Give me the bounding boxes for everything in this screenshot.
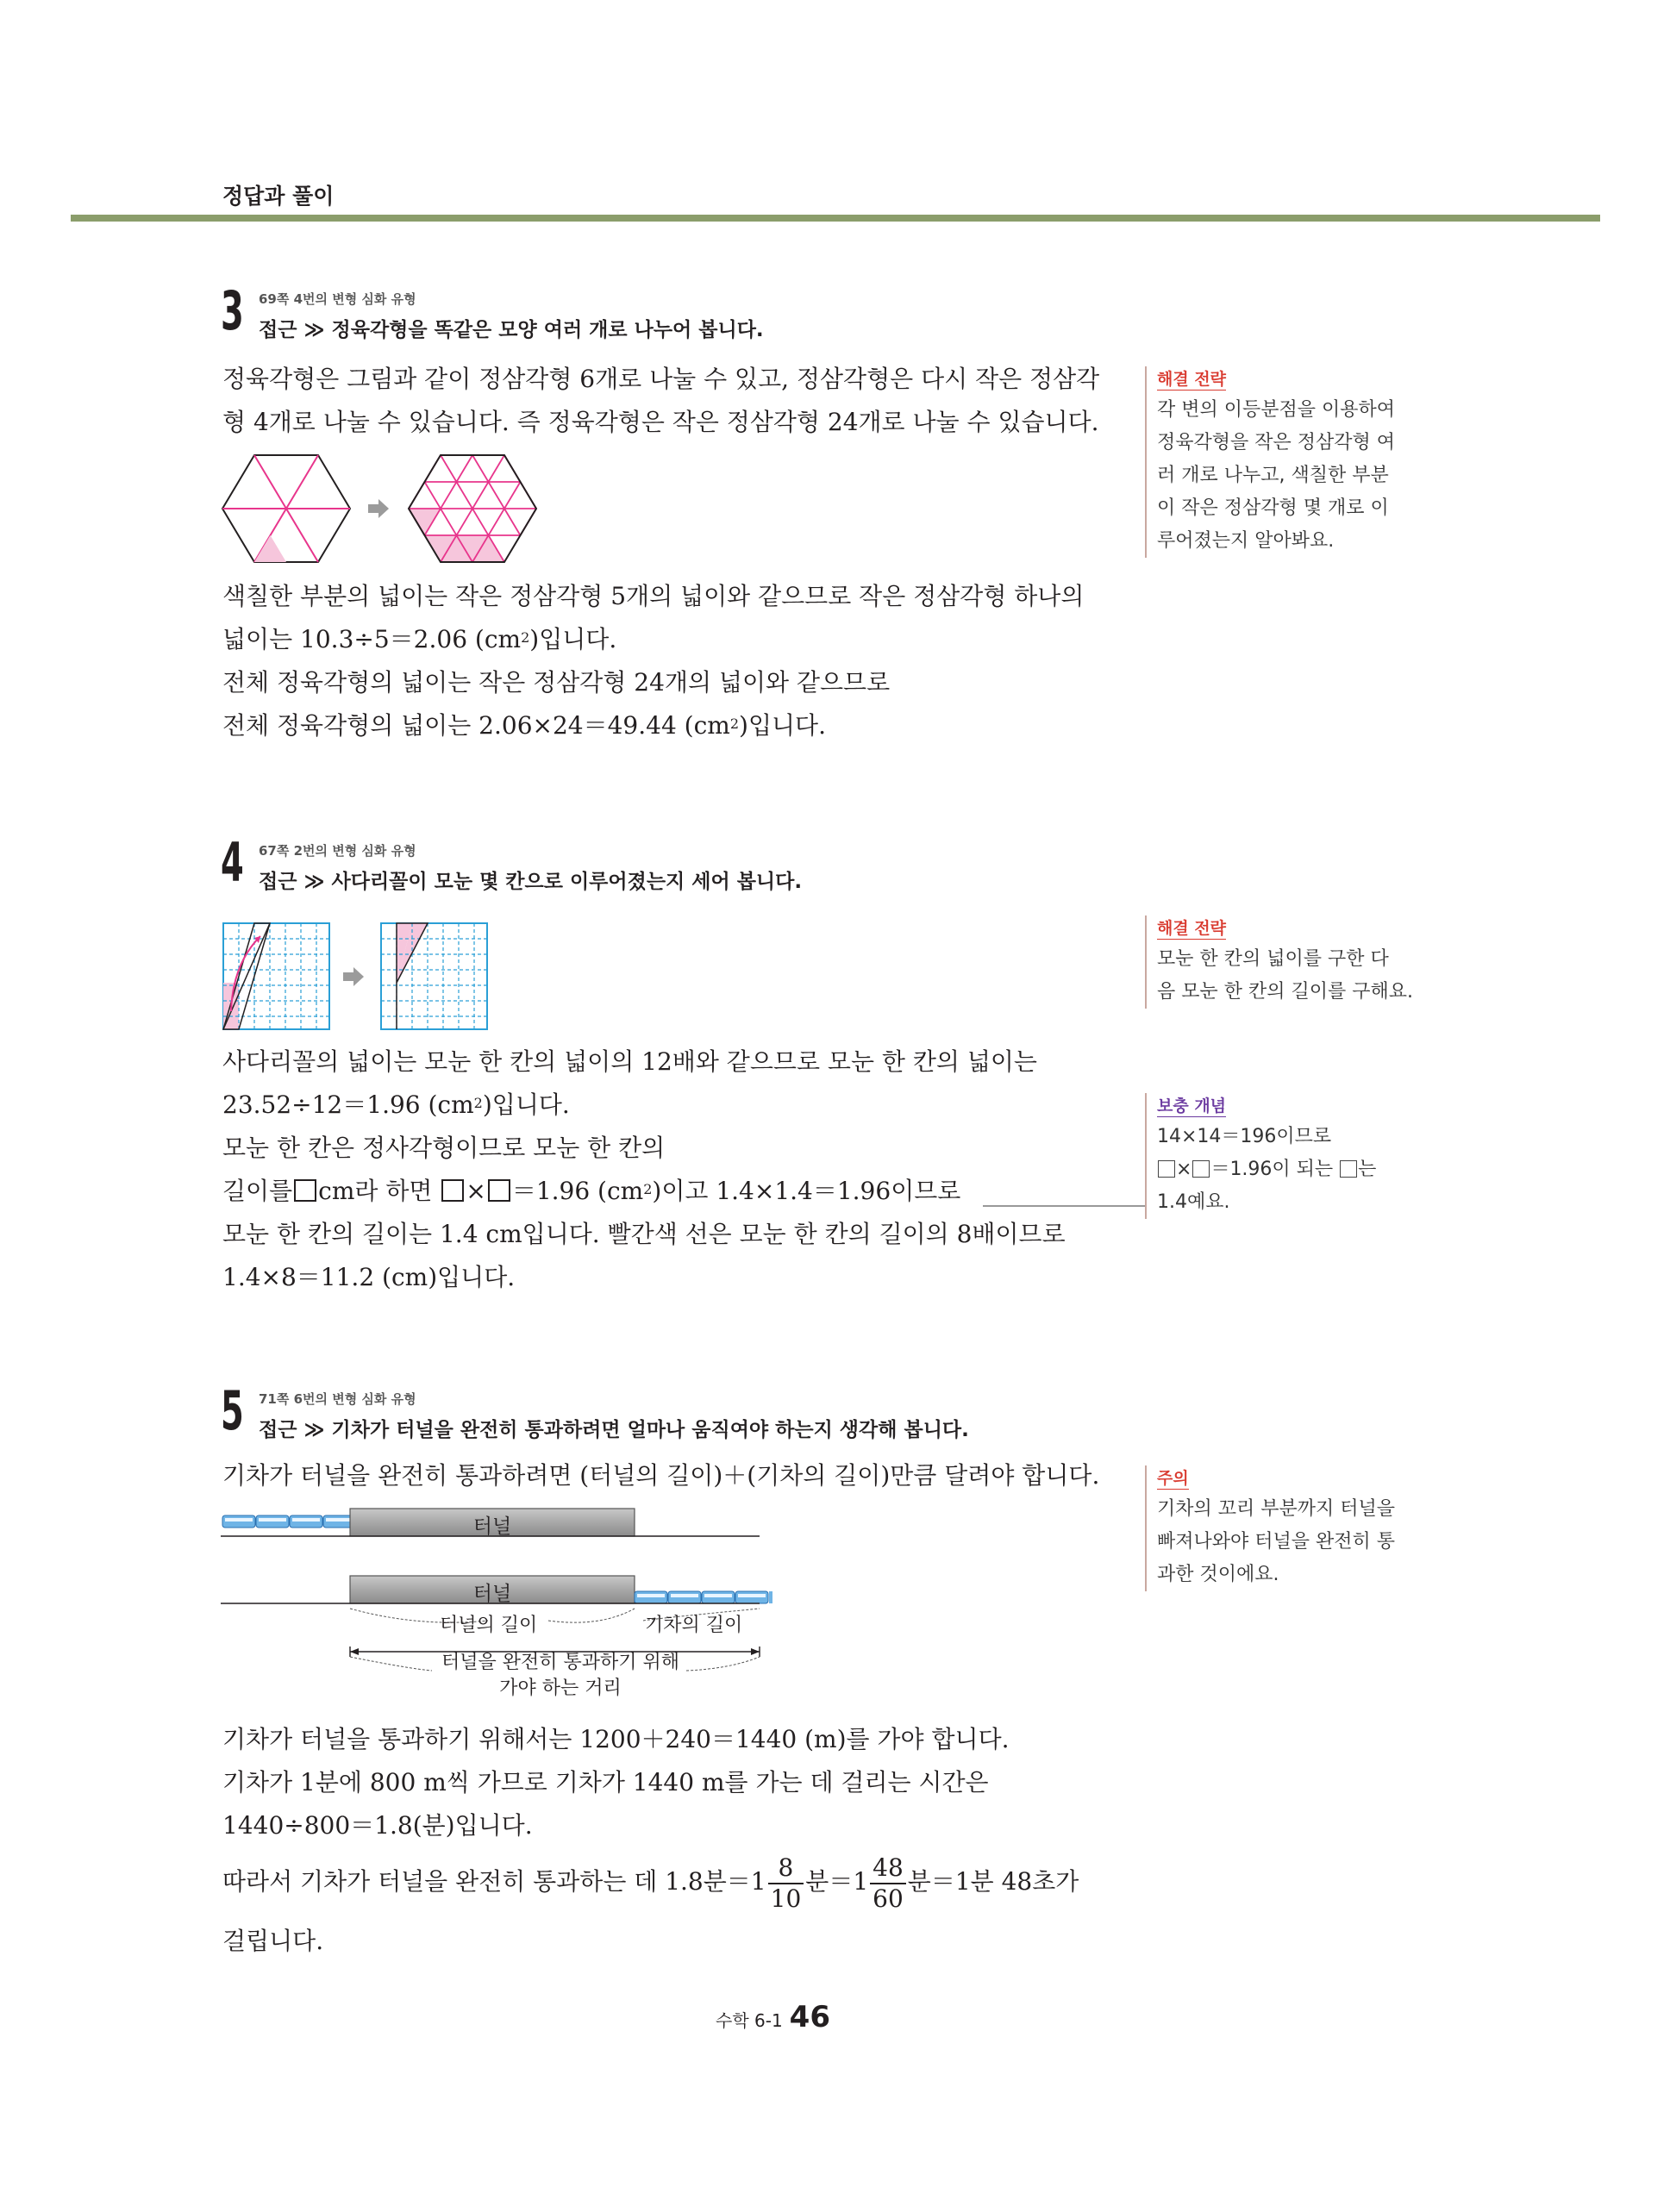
sidebar-concept: [1145, 1093, 1433, 1219]
fraction: $\frac{48}{60}$: [870, 1853, 906, 1914]
solution-line: 1440÷800＝1.8(분)입니다.: [222, 1811, 533, 1840]
blank-box: [1340, 1160, 1357, 1178]
sidebar-line: 모눈 한 칸의 넓이를 구한 다: [1157, 948, 1389, 970]
grid-after: [381, 923, 487, 1029]
train-length-label: 기차의 길이: [645, 1615, 743, 1636]
problem-number: 4: [221, 831, 244, 894]
sidebar-line: 기차의 꼬리 부분까지 터널을: [1157, 1498, 1396, 1520]
tunnel-length-label: 터널의 길이: [440, 1615, 538, 1636]
solution-line: 기차가 터널을 통과하기 위해서는 1200＋240＝1440 (m)를 가야 합니다.: [222, 1725, 1010, 1753]
blank-box: [488, 1179, 510, 1202]
blank-box: [294, 1179, 316, 1202]
blank-box: [1192, 1160, 1210, 1178]
sidebar-strategy: [1145, 366, 1433, 558]
problem-approach: 접근 ≫ 기차가 터널을 완전히 통과하려면 얼마나 움직여야 하는지 생각해 봅니다.: [259, 1419, 969, 1441]
solution-line: 정육각형은 그림과 같이 정삼각형 6개로 나눌 수 있고, 정삼각형은 다시 작은 정삼각: [222, 365, 1100, 393]
solution-line: 따라서 기차가 터널을 완전히 통과하는 데 1.8분＝1 $\frac{8}{10}$ 분＝1 $\frac{48}{60}$ 분＝1분 48초가: [222, 1853, 1079, 1913]
page-number: 46: [789, 2000, 830, 2034]
sidebar-line: 14×14＝196이므로: [1157, 1126, 1332, 1147]
hexagon-6-triangles: [222, 455, 350, 562]
sidebar-line: × ＝1.96이 되는 는: [1157, 1153, 1433, 1186]
page-footer: [716, 2000, 830, 2034]
tunnel-label: 터널: [472, 1515, 512, 1538]
sidebar-line: 1.4예요.: [1157, 1191, 1230, 1213]
solution-line: 기차가 터널을 완전히 통과하려면 (터널의 길이)＋(기차의 길이)만큼 달려야 합니다.: [222, 1461, 1100, 1490]
solution-line: 모눈 한 칸은 정사각형이므로 모눈 한 칸의: [222, 1134, 666, 1162]
problem-source: 69쪽 4번의 변형 심화 유형: [259, 291, 416, 307]
sidebar-line: 러 개로 나누고, 색칠한 부분: [1157, 465, 1389, 486]
problem-approach: 접근 ≫ 사다리꼴이 모눈 몇 칸으로 이루어졌는지 세어 봅니다.: [259, 871, 803, 893]
sidebar-line: 루어졌는지 알아봐요.: [1157, 530, 1335, 552]
sidebar-line: 이 작은 정삼각형 몇 개로 이: [1157, 497, 1389, 519]
tunnel-label: 터널: [472, 1583, 512, 1605]
problem-source: 71쪽 6번의 변형 심화 유형: [259, 1391, 416, 1407]
blank-box: [1158, 1160, 1175, 1178]
sidebar-line: 빠져나와야 터널을 완전히 통: [1157, 1531, 1396, 1553]
sidebar-title: 해결 전략: [1157, 366, 1226, 391]
solution-line: 색칠한 부분의 넓이는 작은 정삼각형 5개의 넓이와 같으므로 작은 정삼각형 하나의: [222, 582, 1085, 610]
sidebar-strategy: [1145, 915, 1433, 1009]
header-divider: [71, 215, 1600, 222]
sidebar-title: 보충 개념: [1157, 1093, 1226, 1117]
sidebar-title: 해결 전략: [1157, 915, 1226, 940]
solution-line: 1.4×8＝11.2 (cm)입니다.: [222, 1263, 516, 1291]
hexagon-diagram: [220, 453, 547, 565]
solution-line: 형 4개로 나눌 수 있습니다. 즉 정육각형은 작은 정삼각형 24개로 나눌 수 있습니다.: [222, 408, 1099, 436]
header-title: 정답과 풀이: [222, 184, 335, 209]
arrow-right-icon: [368, 499, 389, 518]
solution-line: 넓이는 10.3÷5＝2.06 $(cm^2)$입니다.: [222, 625, 617, 653]
solution-line: 길이를 cm라 하면 × ＝1.96 $(cm^2)$이고 1.4×1.4＝1.96이므로: [222, 1177, 961, 1205]
sidebar-line: 음 모눈 한 칸의 길이를 구해요.: [1157, 981, 1413, 1003]
sidebar-title: 주의: [1157, 1465, 1189, 1490]
fraction: $\frac{8}{10}$: [768, 1853, 804, 1914]
distance-label: 터널을 완전히 통과하기 위해 가야 하는 거리: [441, 1652, 679, 1699]
problem-number: 3: [221, 279, 244, 342]
sidebar-line: 과한 것이에요.: [1157, 1564, 1279, 1585]
solution-line: 전체 정육각형의 넓이는 작은 정삼각형 24개의 넓이와 같으므로: [222, 668, 891, 697]
sidebar-line: 각 변의 이등분점을 이용하여: [1157, 399, 1396, 421]
solution-line: 사다리꼴의 넓이는 모눈 한 칸의 넓이의 12배와 같으므로 모눈 한 칸의 넓이는: [222, 1047, 1037, 1076]
train-icon: [635, 1591, 772, 1603]
solution-line: 23.52÷12＝1.96 $(cm^2)$입니다.: [222, 1090, 570, 1119]
problem-approach: 접근 ≫ 정육각형을 똑같은 모양 여러 개로 나누어 봅니다.: [259, 319, 764, 341]
solution-line: 전체 정육각형의 넓이는 2.06×24＝49.44 $(cm^2)$입니다.: [222, 711, 826, 740]
problem-number: 5: [221, 1379, 244, 1442]
footer-subject: 수학 6-1: [716, 2010, 783, 2031]
blank-box: [441, 1179, 464, 1202]
arrow-right-icon: [343, 967, 364, 986]
connector-line: [983, 1205, 1145, 1207]
solution-line: 기차가 1분에 800 m씩 가므로 기차가 1440 m를 가는 데 걸리는 시간은: [222, 1768, 989, 1796]
solution-line: 모눈 한 칸의 길이는 1.4 cm입니다. 빨간색 선은 모눈 한 칸의 길이의 8배이므로: [222, 1220, 1066, 1248]
solution-line: 걸립니다.: [222, 1927, 324, 1955]
trapezoid-grid-diagram: [221, 921, 497, 1034]
sidebar-caution: [1145, 1465, 1433, 1591]
problem-source: 67쪽 2번의 변형 심화 유형: [259, 843, 416, 859]
sidebar-line: 정육각형을 작은 정삼각형 여: [1157, 432, 1396, 453]
grid-before: [223, 923, 329, 1029]
